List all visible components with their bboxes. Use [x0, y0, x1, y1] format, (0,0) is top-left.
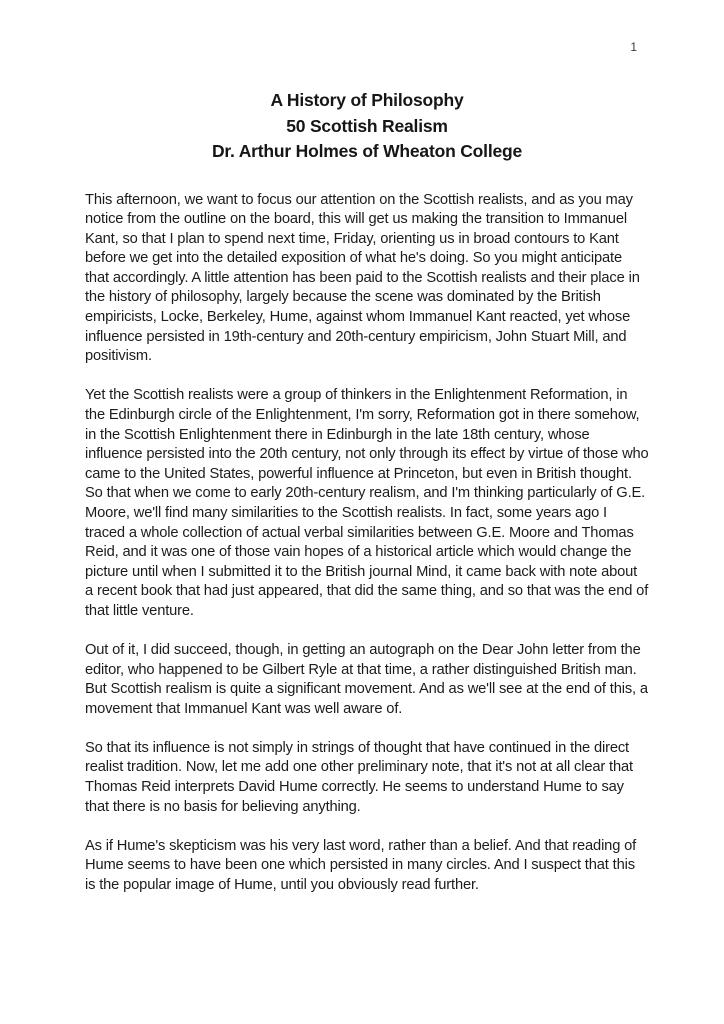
transcript-body: [85, 191, 649, 896]
paragraph: So that its influence is not simply in strings of thought that have continued in the direct realist tradition. Now, let me add one other preliminary note, that it's not at all clear that Thomas Reid interprets David Hume correctly. He seems to understand Hume to say that there is no basis for believing anything.: [85, 739, 633, 815]
page-number: 1: [630, 40, 637, 54]
title-line-author: Dr. Arthur Holmes of Wheaton College: [211, 141, 523, 161]
document-content: [85, 88, 649, 896]
paragraph: Yet the Scottish realists were a group of thinkers in the Enlightenment Reformation, in the Edinburgh circle of the Enlightenment, I'm sorry, Reformation got in there somehow, in the Scottish Enlightenment there in Edinburgh in the late 18th century, whose influence persisted into the 20th century, not only through its effect by virtue of those who came to the United States, powerful influence at Princeton, but even in British thought. So that when we come to early 20th-century realism, and I'm thinking particularly of G.E. Moore, we'll find many similarities to the Scottish realists. In fact, some years ago I traced a whole collection of actual verbal similarities between G.E. Moore and Thomas Reid, and it was one of those vain hopes of a historical article which would change the picture until when I submitted it to the British journal Mind, it came back with note about a recent book that had just appeared, that did the same thing, and so that was the end of that little venture.: [85, 387, 649, 619]
title-line-course: A History of Philosophy: [270, 90, 464, 110]
paragraph: This afternoon, we want to focus our attention on the Scottish realists, and as you may notice from the outline on the board, this will get us making the transition to Immanuel Kant, so that I plan to spend next time, Friday, orienting us in broad contours to Kant before we get into the detailed exposition of what he's doing. So you might anticipate that accordingly. A little attention has been paid to the Scottish realists and their place in the history of philosophy, largely because the scene was dominated by the British empiricists, Locke, Berkeley, Hume, against whom Immanuel Kant reacted, yet whose influence persisted in 19th-century and 20th-century empiricism, John Stuart Mill, and positivism.: [85, 191, 640, 365]
paragraph: Out of it, I did succeed, though, in getting an autograph on the Dear John letter from the editor, who happened to be Gilbert Ryle at that time, a rather distinguished British man. But Scottish realism is quite a significant movement. And as we'll see at the end of this, a movement that Immanuel Kant was well aware of.: [85, 641, 648, 717]
paragraph: As if Hume's skepticism was his very last word, rather than a belief. And that reading of Hume seems to have been one which persisted in many circles. And I suspect that this is the popular image of Hume, until you obviously read further.: [85, 837, 637, 893]
title-line-lecture: 50 Scottish Realism: [286, 115, 448, 136]
document-title: [85, 88, 649, 165]
